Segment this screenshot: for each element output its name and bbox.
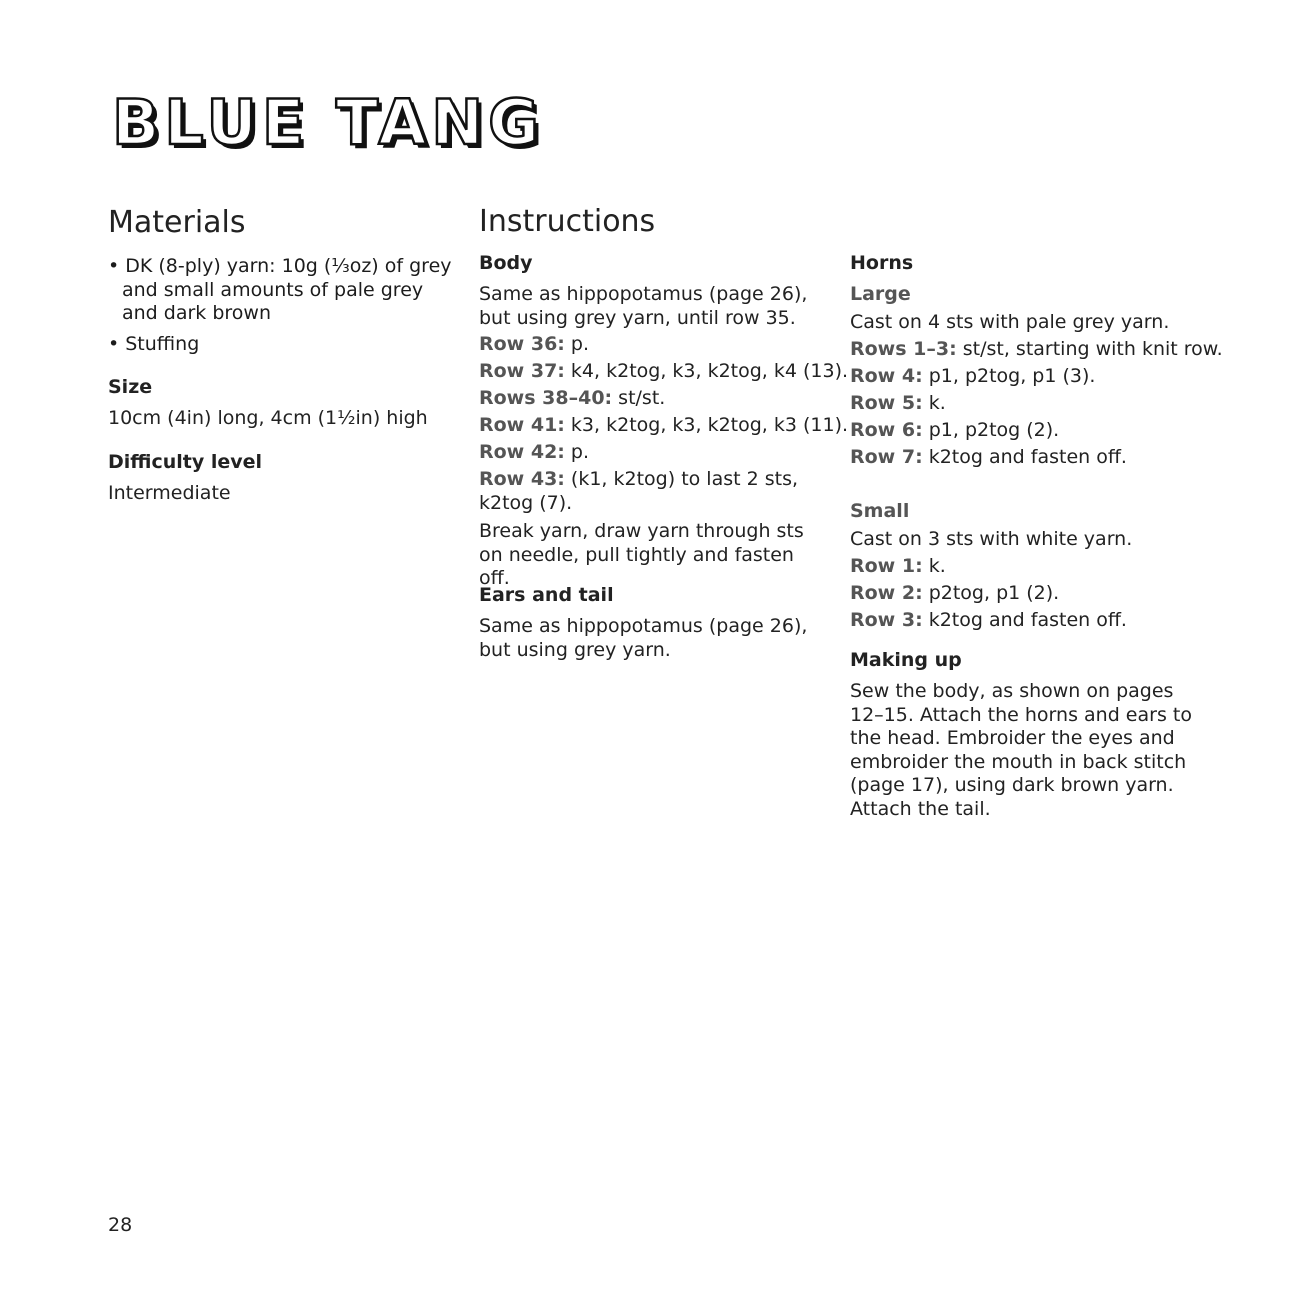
small-horn-cast-on: Cast on 3 sts with white yarn. xyxy=(850,528,1133,550)
row-text: k. xyxy=(922,555,946,577)
row-label: Row 6: xyxy=(850,419,923,441)
large-horn-cast-on: Cast on 4 sts with pale grey yarn. xyxy=(850,311,1170,333)
making-up-heading: Making up xyxy=(850,649,962,671)
row-text: k4, k2tog, k3, k2tog, k4 (13). xyxy=(564,360,849,382)
horn-row xyxy=(850,391,1210,418)
row-text: p1, p2tog (2). xyxy=(922,419,1060,441)
horn-row xyxy=(850,581,1210,608)
row-label: Row 42: xyxy=(479,441,565,463)
ears-text: Same as hippopotamus (page 26), but using grey yarn. xyxy=(479,615,808,661)
row-text: (k1, k2tog) to last 2 sts, xyxy=(564,468,799,490)
row-text: k3, k2tog, k3, k2tog, k3 (11). xyxy=(564,414,849,436)
materials-item-stuffing: • Stuffing xyxy=(108,332,200,355)
size-text: 10cm (4in) long, 4cm (1½in) high xyxy=(108,407,428,429)
body-row-continuation: k2tog (7). xyxy=(479,492,573,514)
body-heading: Body xyxy=(479,252,533,274)
row-text: p2tog, p1 (2). xyxy=(922,582,1060,604)
difficulty-text: Intermediate xyxy=(108,482,231,504)
row-text: p. xyxy=(564,333,590,355)
row-label: Row 37: xyxy=(479,360,565,382)
row-label: Row 5: xyxy=(850,392,923,414)
body-finish: Break yarn, draw yarn through sts on needle, pull tightly and fasten off. xyxy=(479,520,804,589)
instructions-heading: Instructions xyxy=(479,204,656,239)
row-label: Row 2: xyxy=(850,582,923,604)
small-horn-rows xyxy=(850,554,1210,635)
horn-row xyxy=(850,337,1223,364)
row-text: st/st. xyxy=(612,387,666,409)
horn-row xyxy=(850,445,1210,472)
horn-row xyxy=(850,608,1210,635)
page-number: 28 xyxy=(108,1214,133,1236)
row-label: Row 43: xyxy=(479,468,565,490)
row-label: Row 3: xyxy=(850,609,923,631)
row-label: Row 1: xyxy=(850,555,923,577)
size-heading: Size xyxy=(108,376,153,398)
materials-list xyxy=(108,255,453,356)
body-row xyxy=(479,386,829,413)
row-label: Row 4: xyxy=(850,365,923,387)
row-label: Rows 1–3: xyxy=(850,338,957,360)
row-text: k2tog and fasten off. xyxy=(922,446,1127,468)
row-label: Row 41: xyxy=(479,414,565,436)
row-text: k. xyxy=(922,392,946,414)
materials-heading: Materials xyxy=(108,205,246,240)
horn-row xyxy=(850,418,1210,445)
large-horn-heading: Large xyxy=(850,283,911,305)
body-row xyxy=(479,413,849,440)
body-rows xyxy=(479,332,849,515)
horns-heading: Horns xyxy=(850,252,914,274)
page-title: BLUE TANG xyxy=(112,86,545,159)
row-label: Rows 38–40: xyxy=(479,387,613,409)
body-row xyxy=(479,359,849,386)
small-horn-heading: Small xyxy=(850,500,910,522)
body-row xyxy=(479,440,829,467)
body-row xyxy=(479,467,829,491)
horn-row xyxy=(850,364,1210,391)
making-up-text: Sew the body, as shown on pages 12–15. Attach the horns and ears to the head. Embroider the eyes and embroider the mouth in back stitch (page 17), using dark brown yarn. Attach the tail. xyxy=(850,680,1192,820)
body-row xyxy=(479,332,829,359)
horn-row xyxy=(850,554,1210,581)
ears-heading: Ears and tail xyxy=(479,584,614,606)
row-text: p1, p2tog, p1 (3). xyxy=(922,365,1096,387)
row-text: p. xyxy=(564,441,590,463)
row-text: st/st, starting with knit row. xyxy=(956,338,1223,360)
difficulty-heading: Difficulty level xyxy=(108,451,263,473)
body-intro: Same as hippopotamus (page 26), but using grey yarn, until row 35. xyxy=(479,283,808,329)
large-horn-rows xyxy=(850,337,1223,472)
row-text: k2tog and fasten off. xyxy=(922,609,1127,631)
materials-item-yarn: • DK (8-ply) yarn: 10g (¹⁄₃oz) of grey and small amounts of pale grey and dark brown xyxy=(108,255,452,324)
row-label: Row 7: xyxy=(850,446,923,468)
row-label: Row 36: xyxy=(479,333,565,355)
